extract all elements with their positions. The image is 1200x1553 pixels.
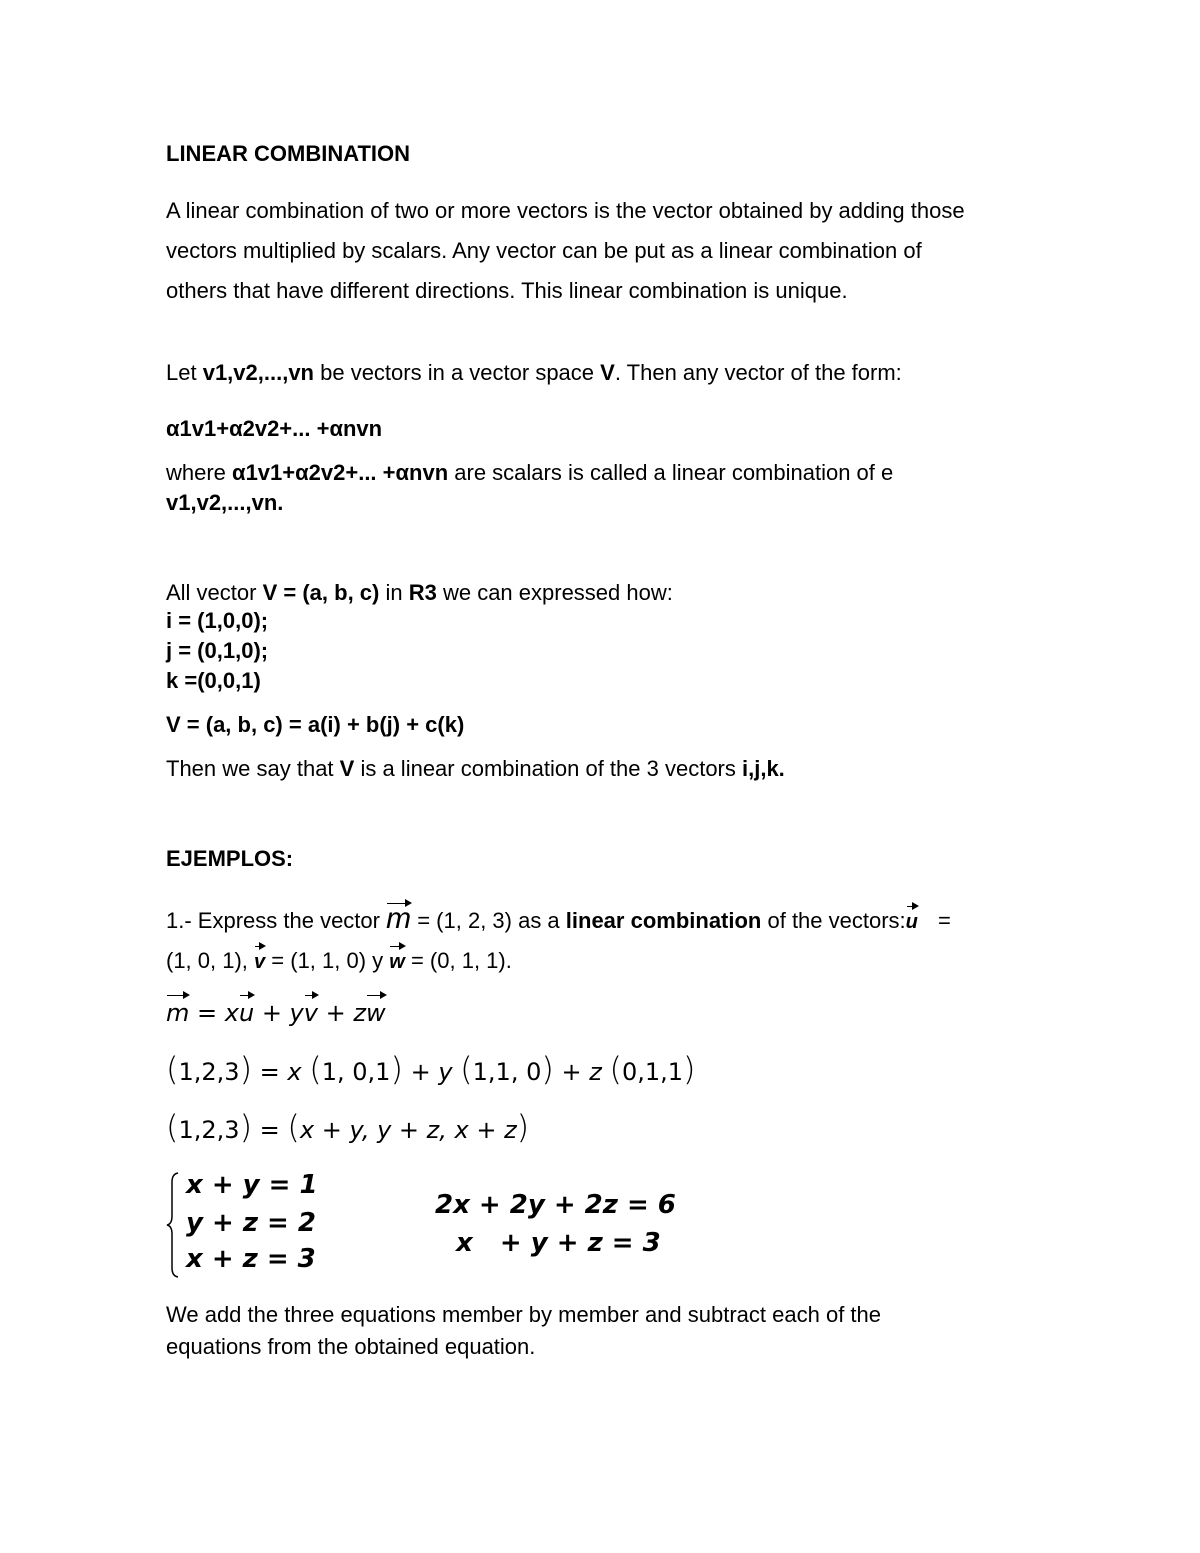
ex1-text: (1, 0, 1), xyxy=(166,948,255,973)
r3-line xyxy=(166,580,673,606)
then-text: Then we say that xyxy=(166,756,340,781)
r3-vector: V = (a, b, c) xyxy=(262,580,380,605)
r3-expression: V = (a, b, c) = a(i) + b(j) + c(k) xyxy=(166,712,465,737)
sum-equation-1 xyxy=(435,1190,676,1220)
vector-m: m xyxy=(166,999,190,1027)
eq1-text: + z xyxy=(317,999,366,1027)
page-heading: LINEAR COMBINATION xyxy=(166,141,411,166)
examples-heading: EJEMPLOS: xyxy=(166,846,294,871)
ex1-text: = (1, 2, 3) as a xyxy=(411,908,566,933)
def-text: . Then any vector of the form: xyxy=(614,360,902,385)
then-text: is a linear combination of the 3 vectors xyxy=(354,756,742,781)
ex1-text: = xyxy=(931,908,951,933)
system-equation-2 xyxy=(186,1208,316,1238)
def-text: be vectors in a vector space xyxy=(314,360,601,385)
basis-j: j = (0,1,0); xyxy=(166,638,269,663)
conclusion-line-2: equations from the obtained equation. xyxy=(166,1334,536,1359)
where-text: are scalars is called a linear combination of e xyxy=(448,460,894,485)
eq1-text: + y xyxy=(254,999,304,1027)
equation-sum: (1,2,3) = (x + y, y + z, x + z) xyxy=(166,1108,530,1146)
eq3-lhs: 1,2,3 xyxy=(178,1116,240,1144)
r3-space: R3 xyxy=(408,580,437,605)
system-eq-text: x + y = 1 xyxy=(186,1170,318,1200)
eq2-lhs: 1,2,3 xyxy=(178,1058,240,1086)
left-brace-icon xyxy=(166,1172,180,1278)
eq2-text: = xyxy=(252,1058,288,1086)
eq3-rhs: x + y, y + z, x + z xyxy=(299,1116,517,1144)
def-space: V xyxy=(600,360,615,385)
ex1-text: of the vectors: xyxy=(761,908,906,933)
r3-text: we can expressed how: xyxy=(436,580,673,605)
vector-v: v xyxy=(303,999,318,1027)
intro-line-2: vectors multiplied by scalars. Any vector can be put as a linear combination of xyxy=(166,238,922,263)
definition-line xyxy=(166,360,902,386)
where-line xyxy=(166,460,893,486)
basis-k: k =(0,0,1) xyxy=(166,668,261,693)
example-1-line-1 xyxy=(166,902,951,935)
eq1-text: = x xyxy=(189,999,239,1027)
ex1-text: 1.- Express the vector xyxy=(166,908,387,933)
where-vectors: v1,v2,...,vn. xyxy=(166,490,284,515)
eq3-text: = xyxy=(252,1116,288,1144)
intro-line-3: others that have different directions. This linear combination is unique. xyxy=(166,278,848,303)
conclusion-line-1: We add the three equations member by member and subtract each of the xyxy=(166,1302,881,1327)
vector-w: w xyxy=(389,951,405,973)
system-eq-text: x + z = 3 xyxy=(186,1244,316,1274)
basis-i: i = (1,0,0); xyxy=(166,608,269,633)
where-text: where xyxy=(166,460,233,485)
eq2-text: + y xyxy=(410,1058,453,1086)
r3-text: All vector xyxy=(166,580,263,605)
def-vectors: v1,v2,...,vn xyxy=(202,360,314,385)
where-expr: α1v1+α2v2+... +αnvn xyxy=(232,460,449,485)
equation-vector-form xyxy=(166,998,386,1028)
vector-v: v xyxy=(254,951,266,973)
system-equation-1 xyxy=(186,1170,318,1200)
system-eq-text: y + z = 2 xyxy=(186,1208,316,1238)
vector-u: u xyxy=(905,911,918,933)
linear-form: α1v1+α2v2+... +αnvn xyxy=(166,416,383,441)
sum-equation-2 xyxy=(456,1228,661,1258)
eq2-text: x xyxy=(287,1058,302,1086)
system-equation-3 xyxy=(186,1244,316,1274)
eq2-vec-c: 0,1,1 xyxy=(621,1058,684,1086)
ex1-text: = (1, 1, 0) y xyxy=(265,948,390,973)
ex1-bold-text: linear combination xyxy=(565,908,762,933)
r3-text: in xyxy=(379,580,409,605)
vector-m: m xyxy=(386,902,412,935)
sum-eq-text: 2x + 2y + 2z = 6 xyxy=(435,1190,676,1220)
eq2-text: + z xyxy=(561,1058,602,1086)
intro-line-1: A linear combination of two or more vectors is the vector obtained by adding those xyxy=(166,198,965,223)
def-text: Let xyxy=(166,360,203,385)
then-line xyxy=(166,756,785,782)
ex1-text: = (0, 1, 1). xyxy=(404,948,512,973)
sum-eq-text: x + y + z = 3 xyxy=(456,1228,661,1258)
eq2-vec-b: 1,1, 0 xyxy=(472,1058,542,1086)
eq2-vec-a: 1, 0,1 xyxy=(321,1058,391,1086)
example-1-line-2 xyxy=(166,948,512,975)
equation-components: (1,2,3) = x (1, 0,1) + y (1,1, 0) + z (0,1,1) xyxy=(166,1050,696,1088)
vector-w: w xyxy=(365,999,386,1027)
then-vector: V xyxy=(339,756,355,781)
then-basis: i,j,k. xyxy=(742,756,785,781)
vector-u: u xyxy=(238,999,255,1027)
